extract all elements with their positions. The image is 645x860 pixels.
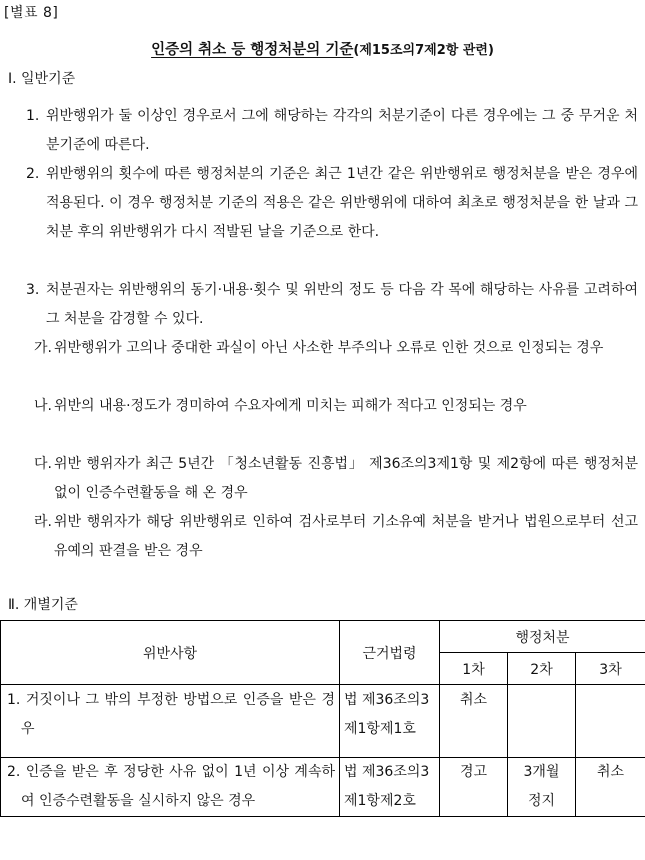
row-third — [576, 685, 645, 758]
subitem-text: 위반 행위자가 해당 위반행위로 인하여 검사로부터 기소유예 처분을 받거나 법원으로부터 선고유예의 판결을 받은 경우 — [54, 514, 638, 559]
title-sub: (제15조의7제2항 관련) — [353, 43, 494, 58]
section-heading-general: Ⅰ. 일반기준 — [8, 71, 76, 87]
table-row — [1, 685, 645, 758]
header-second: 2차 — [508, 653, 576, 685]
subitem-text: 위반의 내용·정도가 경미하여 수요자에게 미치는 피해가 적다고 인정되는 경우 — [54, 398, 527, 414]
subitem-marker: 라. — [34, 514, 52, 530]
subitem-text: 위반행위가 고의나 중대한 과실이 아닌 사소한 부주의나 오류로 인한 것으로 인정되는 경우 — [54, 340, 604, 356]
row-law: 법 제36조의3제1항제1호 — [340, 685, 440, 758]
table-header-row — [1, 621, 645, 653]
row-third: 취소 — [576, 758, 645, 817]
general-item-2 — [26, 160, 638, 247]
item-text: 처분권자는 위반행위의 동기·내용·횟수 및 위반의 정도 등 다음 각 목에 해당하는 사유를 고려하여 그 처분을 감경할 수 있다. — [46, 282, 638, 327]
subitem-marker: 다. — [34, 456, 52, 472]
penalty-table — [0, 620, 645, 817]
general-item-3 — [26, 276, 638, 334]
appendix-label: [별표 8] — [4, 5, 59, 21]
general-subitem-da — [34, 450, 638, 508]
general-subitem-ra — [34, 508, 638, 566]
item-number: 3. — [26, 282, 40, 298]
row-first: 경고 — [440, 758, 508, 817]
general-item-1 — [26, 102, 638, 160]
subitem-marker: 가. — [34, 340, 52, 356]
header-law: 근거법령 — [340, 621, 440, 685]
item-text: 위반행위의 횟수에 따른 행정처분의 기준은 최근 1년간 같은 위반행위로 행정처분을 받은 경우에 적용된다. 이 경우 행정처분 기준의 적용은 같은 위반행위에 대하여 최초로 행정처분을 한 날과 그 처분 후의 위반행위가 다시 적발된 날을 기준으로 한다. — [46, 166, 638, 240]
header-third: 3차 — [576, 653, 645, 685]
row-violation: 2. 인증을 받은 후 정당한 사유 없이 1년 이상 계속하여 인증수련활동을 실시하지 않은 경우 — [1, 758, 340, 817]
row-law: 법 제36조의3제1항제2호 — [340, 758, 440, 817]
general-subitem-na — [34, 392, 638, 421]
row-second: 3개월 정지 — [508, 758, 576, 817]
header-violation: 위반사항 — [1, 621, 340, 685]
document-title — [0, 38, 645, 59]
row-violation: 1. 거짓이나 그 밖의 부정한 방법으로 인증을 받은 경우 — [1, 685, 340, 758]
row-first: 취소 — [440, 685, 508, 758]
header-first: 1차 — [440, 653, 508, 685]
table-row — [1, 758, 645, 817]
header-penalty: 행정처분 — [440, 621, 645, 653]
title-main: 인증의 취소 등 행정처분의 기준 — [151, 42, 354, 58]
subitem-text: 위반 행위자가 최근 5년간 「청소년활동 진흥법」 제36조의3제1항 및 제2항에 따른 행정처분 없이 인증수련활동을 해 온 경우 — [54, 456, 638, 501]
general-subitem-ga — [34, 334, 638, 363]
item-number: 2. — [26, 166, 40, 182]
subitem-marker: 나. — [34, 398, 52, 414]
item-number: 1. — [26, 108, 40, 124]
row-second — [508, 685, 576, 758]
section-heading-individual: Ⅱ. 개별기준 — [8, 597, 78, 613]
item-text: 위반행위가 둘 이상인 경우로서 그에 해당하는 각각의 처분기준이 다른 경우에는 그 중 무거운 처분기준에 따른다. — [46, 108, 638, 153]
